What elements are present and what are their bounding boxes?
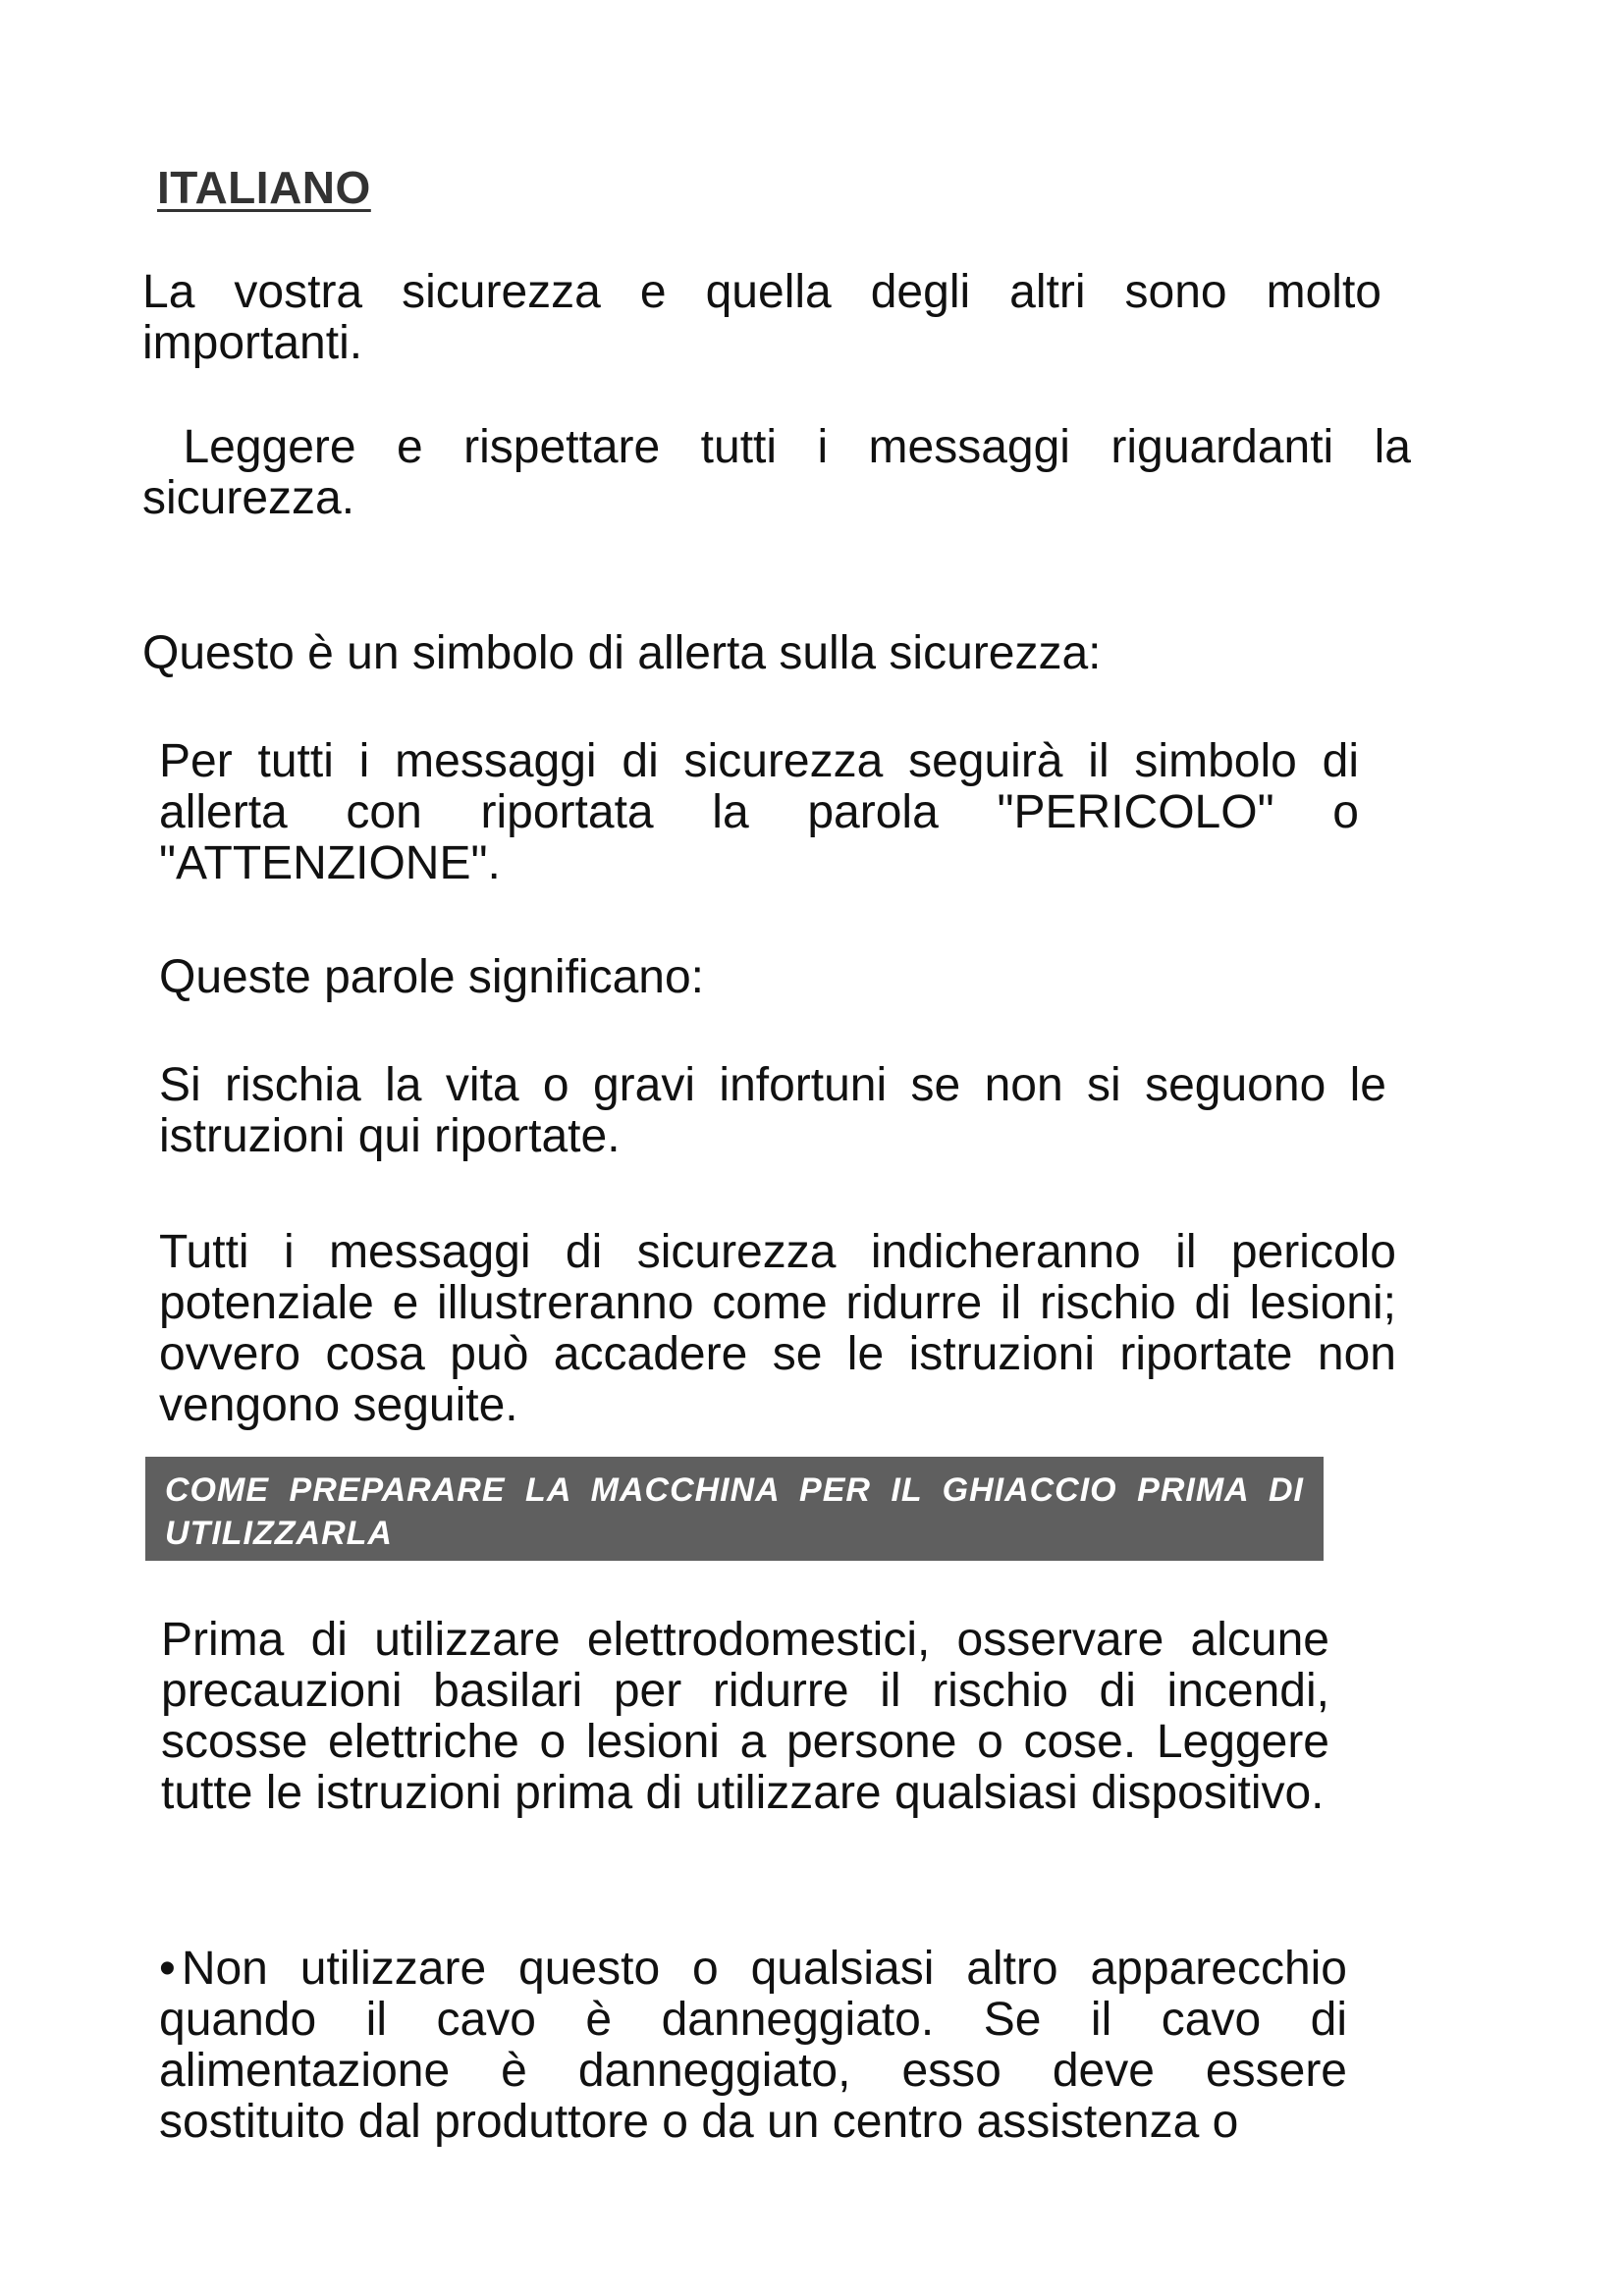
language-heading: ITALIANO: [157, 162, 371, 213]
intro-paragraph-1: La vostra sicurezza e quella degli altri sono molto importanti.: [142, 266, 1381, 369]
alert-paragraph-3: Si rischia la vita o gravi infortuni se non si seguono le istruzioni qui riportate.: [159, 1059, 1386, 1162]
section-banner: [145, 1457, 1324, 1561]
bullet-icon: •: [159, 1943, 176, 1995]
alert-paragraph-4: Tutti i messaggi di sicurezza indicheranno il pericolo potenziale e illustreranno come ridurre il rischio di lesioni; ovvero cosa può accadere se le istruzioni riportate non vengono seguite.: [159, 1226, 1396, 1431]
alert-paragraph-1: Per tutti i messaggi di sicurezza seguirà il simbolo di allerta con riportata la parola "PERICOLO" o "ATTENZIONE".: [159, 735, 1359, 889]
bullet-item-1: [159, 1944, 1347, 2148]
alert-symbol-line: Questo è un simbolo di allerta sulla sicurezza:: [142, 627, 1102, 679]
intro-paragraph-2: Leggere e rispettare tutti i messaggi riguardanti la sicurezza.: [142, 421, 1425, 524]
alert-paragraph-2: Queste parole significano:: [159, 951, 704, 1003]
section-banner-title: COME PREPARARE LA MACCHINA PER IL GHIACCIO PRIMA DI UTILIZZARLA: [165, 1471, 1304, 1552]
bullet-item-1-text: Non utilizzare questo o qualsiasi altro apparecchio quando il cavo è danneggiato. Se il cavo di alimentazione è danneggiato, esso deve essere sostituito dal produttore o da un centro assistenza o: [159, 1943, 1347, 2148]
precaution-paragraph: Prima di utilizzare elettrodomestici, osservare alcune precauzioni basilari per ridurre il rischio di incendi, scosse elettriche o lesioni a persone o cose. Leggere tutte le istruzioni prima di utilizzare qualsiasi dispositivo.: [161, 1614, 1329, 1819]
